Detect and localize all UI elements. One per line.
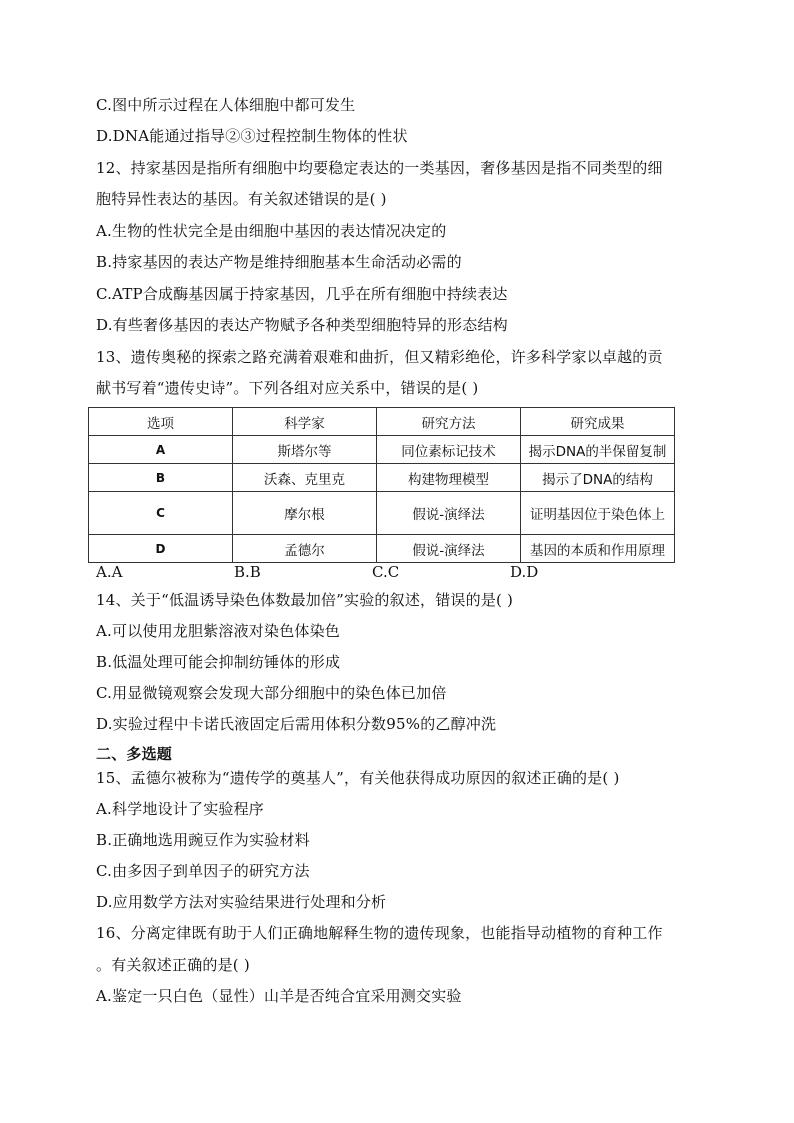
table-cell: A [89,436,233,464]
q14-stem: 14、关于“低温诱导染色体数最加倍”实验的叙述，错误的是( ) [96,591,514,609]
q13-option-c: C.C [372,563,400,581]
q16-stem-line1: 16、分离定律既有助于人们正确地解释生物的遗传现象，也能指导动植物的育种工作 [96,924,663,942]
table-header-cell: 选项 [89,408,233,436]
q11-option-c: C.图中所示过程在人体细胞中都可发生 [96,96,356,114]
table-cell: 同位素标记技术 [377,436,521,464]
q13-table [88,407,675,563]
table-cell: 证明基因位于染色体上 [521,492,675,535]
q13-stem-line2: 献书写着“遗传史诗”。下列各组对应关系中，错误的是( ) [96,379,479,397]
q11-option-d: D.DNA能通过指导②③过程控制生物体的性状 [96,127,408,145]
q14-option-b: B.低温处理可能会抑制纺锤体的形成 [96,653,341,671]
table-cell: 揭示了DNA的结构 [521,464,675,492]
table-cell: C [89,492,233,535]
q13-option-d: D.D [510,563,539,581]
table-header-cell: 研究方法 [377,408,521,436]
q13-option-a: A.A [96,563,123,581]
table-row [89,492,675,535]
table-row [89,535,675,563]
table-header-row [89,408,675,436]
table-header-cell: 研究成果 [521,408,675,436]
q12-option-d: D.有些奢侈基因的表达产物赋予各种类型细胞特异的形态结构 [96,316,508,334]
q13-stem-line1: 13、遗传奥秘的探索之路充满着艰难和曲折，但又精彩绝伦，许多科学家以卓越的贡 [96,348,663,366]
q16-option-a: A.鉴定一只白色（显性）山羊是否纯合宜采用测交实验 [96,987,462,1005]
table-cell: 构建物理模型 [377,464,521,492]
table-cell: 孟德尔 [233,535,377,563]
table-cell: D [89,535,233,563]
table-row [89,464,675,492]
table-cell: 沃森、克里克 [233,464,377,492]
q12-option-b: B.持家基因的表达产物是维持细胞基本生命活动必需的 [96,253,462,271]
q15-stem: 15、孟德尔被称为“遗传学的奠基人”，有关他获得成功原因的叙述正确的是( ) [96,769,620,787]
q12-stem-line2: 胞特异性表达的基因。有关叙述错误的是( ) [96,190,387,208]
q12-stem-line1: 12、持家基因是指所有细胞中均要稳定表达的一类基因，奢侈基因是指不同类型的细 [96,159,663,177]
q14-option-c: C.用显微镜观察会发现大部分细胞中的染色体已加倍 [96,684,447,702]
q16-stem-line2: 。有关叙述正确的是( ) [96,956,250,974]
q15-option-b: B.正确地选用豌豆作为实验材料 [96,831,310,849]
table-cell: 基因的本质和作用原理 [521,535,675,563]
table-cell: 斯塔尔等 [233,436,377,464]
section-heading-multiple-choice: 二、多选题 [96,745,173,763]
table-row [89,436,675,464]
table-cell: B [89,464,233,492]
q13-option-b: B.B [234,563,261,581]
q12-option-a: A.生物的性状完全是由细胞中基因的表达情况决定的 [96,222,447,240]
q14-option-a: A.可以使用龙胆紫溶液对染色体染色 [96,622,341,640]
table-cell: 摩尔根 [233,492,377,535]
q15-option-c: C.由多因子到单因子的研究方法 [96,862,310,880]
q15-option-a: A.科学地设计了实验程序 [96,800,265,818]
q15-option-d: D.应用数学方法对实验结果进行处理和分析 [96,893,387,911]
q12-option-c: C.ATP合成酶基因属于持家基因，几乎在所有细胞中持续表达 [96,285,508,303]
q14-option-d: D.实验过程中卡诺氏液固定后需用体积分数95%的乙醇冲洗 [96,715,497,733]
table-header-cell: 科学家 [233,408,377,436]
table-cell: 揭示DNA的半保留复制 [521,436,675,464]
table-cell: 假说-演绎法 [377,492,521,535]
table-cell: 假说-演绎法 [377,535,521,563]
